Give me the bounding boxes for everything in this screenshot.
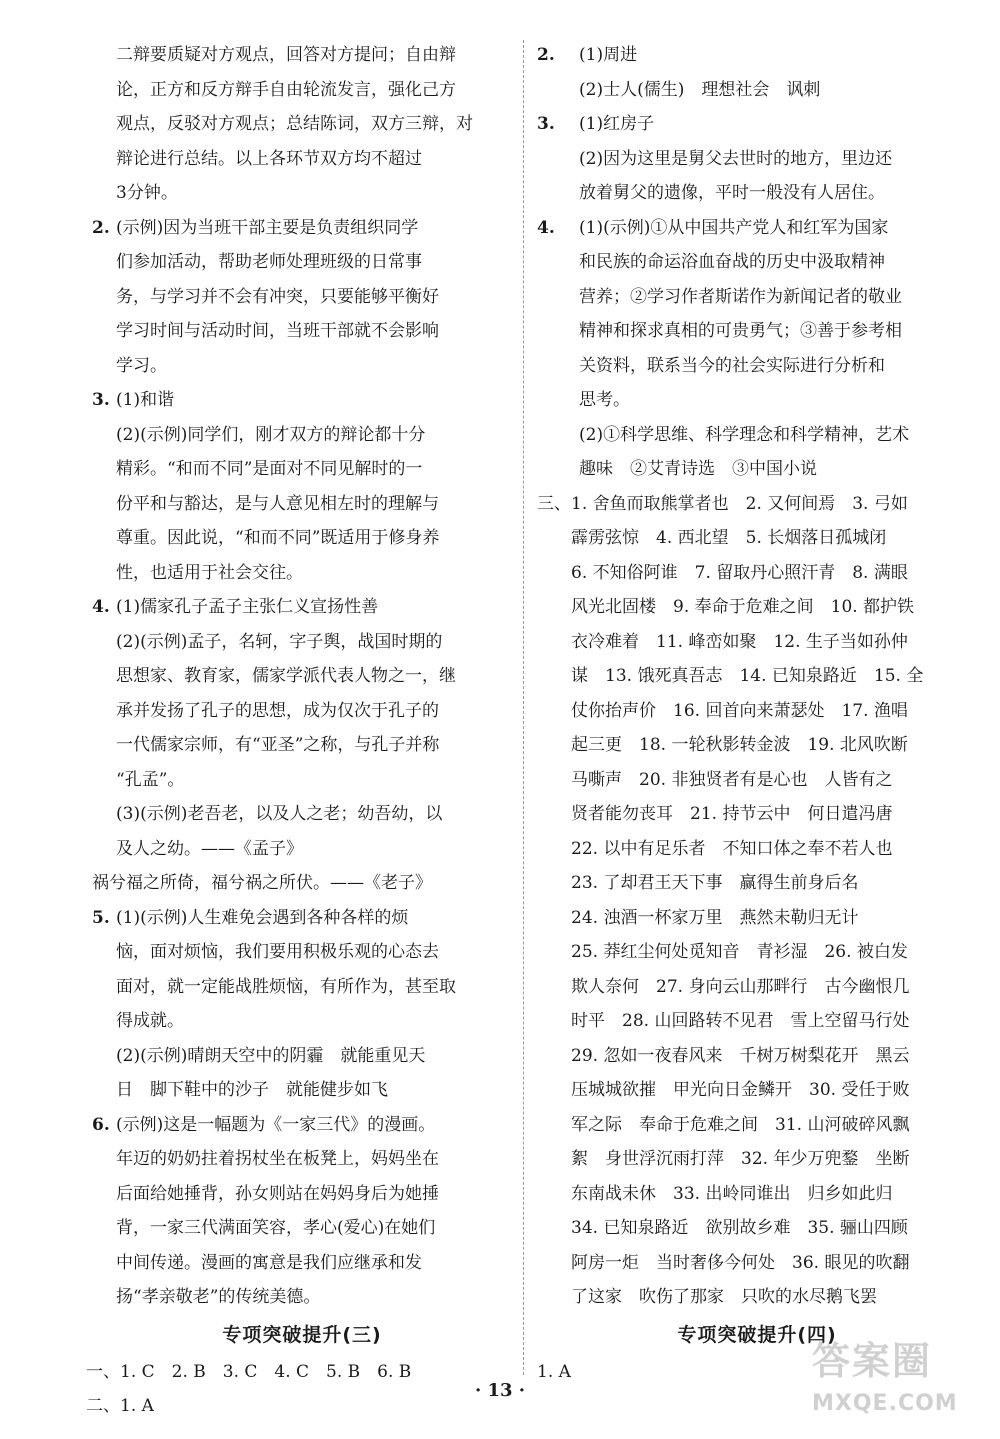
text-line: 马嘶声 20. 非独贤者有是心也 人皆有之	[571, 769, 893, 790]
text-line: 仗你抬声价 16. 回首向来萧瑟处 17. 渔唱	[571, 700, 908, 721]
answer-item-4	[537, 211, 977, 487]
text-line: (1)(示例)人生难免会遇到各种各样的烦	[116, 907, 409, 928]
text-line: “孔孟”。	[116, 769, 185, 790]
answer-item-4	[92, 590, 512, 901]
section-heading-4: 专项突破提升(四)	[677, 1323, 837, 1346]
text-line: (2)(示例)同学们，刚才双方的辩论都十分	[116, 424, 426, 445]
left-continuation-block	[92, 38, 512, 211]
section-heading-3: 专项突破提升(三)	[222, 1323, 382, 1346]
answer-item-2	[537, 38, 977, 107]
text-line: 24. 浊酒一杯家万里 燕然未勒归无计	[571, 907, 859, 928]
text-line: 年迈的奶奶拄着拐杖坐在板凳上，妈妈坐在	[116, 1149, 439, 1169]
text-line: 衣冷难着 11. 峰峦如聚 12. 生子当如孙仲	[571, 631, 908, 652]
text-line: 恼，面对烦恼，我们要用积极乐观的心态去	[116, 942, 439, 962]
answer-item-5	[92, 901, 512, 1108]
text-line: 二、1. A	[86, 1396, 154, 1416]
text-line: 后面给她捶背，孙女则站在妈妈身后为她捶	[116, 1183, 439, 1204]
text-line: (2)①科学思维、科学理念和科学精神，艺术	[579, 424, 910, 445]
item-number: 2.	[537, 45, 555, 65]
text-line: 承并发扬了孔子的思想，成为仅次于孔子的	[116, 700, 439, 721]
text-line: 谋 13. 饿死真吾志 14. 已知泉路近 15. 全	[571, 666, 924, 686]
text-line: 压城城欲摧 甲光向日金鳞开 30. 受任于败	[571, 1080, 910, 1100]
watermark-text: 答案圈	[812, 1339, 933, 1383]
text-line: (2)(示例)孟子，名轲，字子舆，战国时期的	[116, 631, 443, 652]
text-line: 面对，就一定能战胜烦恼，有所作为，甚至取	[116, 976, 456, 997]
watermark-url: MXQE.COM	[812, 1391, 958, 1416]
text-line: 思考。	[579, 390, 630, 410]
section-number: 三、	[537, 493, 571, 514]
text-line: (1)儒家孔子孟子主张仁义宣扬性善	[116, 597, 379, 617]
text-line: (2)(示例)晴朗天空中的阴霾 就能重见天	[116, 1045, 426, 1066]
text-line: 1. 舍鱼而取熊掌者也 2. 又何间焉 3. 弓如	[571, 493, 908, 514]
answer-item-3	[537, 107, 977, 211]
text-line: 25. 莽红尘何处觅知音 青衫湿 26. 被白发	[571, 942, 908, 962]
text-line: 一代儒家宗师，有“亚圣”之称，与孔子并称	[116, 735, 440, 755]
right-column	[537, 38, 977, 1389]
item-number: 3.	[92, 390, 110, 410]
text-line: 扬“孝亲敬老”的传统美德。	[116, 1287, 321, 1307]
text-line: 及人之幼。——《孟子》	[116, 838, 303, 859]
text-line: 份平和与豁达，是与人意见相左时的理解与	[116, 493, 439, 514]
text-line: 精神和探求真相的可贵勇气；③善于参考相	[579, 321, 902, 341]
item-number: 6.	[92, 1114, 110, 1135]
text-line: 思想家、教育家，儒家学派代表人物之一，继	[116, 666, 456, 686]
text-line: 论，正方和反方辩手自由轮流发言，强化己方	[116, 79, 456, 100]
answer-item-6	[92, 1108, 512, 1315]
text-line: 贤者能勿丧耳 21. 持节云中 何日遣冯唐	[571, 804, 893, 824]
text-line: (2)因为这里是舅父去世时的地方，里边还	[579, 148, 893, 169]
text-line: 辩论进行总结。以上各环节双方均不超过	[116, 148, 422, 169]
text-line: 性，也适用于社会交往。	[116, 562, 303, 583]
text-line: 学习。	[116, 355, 167, 376]
text-line: (1)(示例)①从中国共产党人和红军为国家	[579, 217, 889, 238]
text-line: 29. 忽如一夜春风来 千树万树梨花开 黑云	[571, 1045, 910, 1066]
answer-item-3	[92, 383, 512, 590]
text-line: 们参加活动，帮助老师处理班级的日常事	[116, 252, 422, 272]
text-line: 1. A	[537, 1361, 571, 1382]
answer-item-2	[92, 211, 512, 384]
text-line: (示例)因为当班干部主要是负责组织同学	[116, 217, 419, 238]
text-line: (1)和谐	[116, 390, 175, 410]
text-line: 欺人奈何 27. 身向云山那畔行 古今幽恨几	[571, 976, 910, 997]
text-line: 和民族的命运浴血奋战的历史中汲取精神	[579, 252, 885, 272]
text-line: 日 脚下鞋中的沙子 就能健步如飞	[116, 1080, 388, 1100]
item-number: 5.	[92, 907, 110, 928]
text-line: 得成就。	[116, 1011, 184, 1031]
item-number: 4.	[537, 217, 555, 238]
text-line: 关资料，联系当今的社会实际进行分析和	[579, 355, 885, 376]
text-line: 23. 了却君王天下事 赢得生前身后名	[571, 873, 859, 893]
text-line: 时平 28. 山回路转不见君 雪上空留马行处	[571, 1011, 910, 1031]
text-line: (1)红房子	[579, 114, 655, 134]
text-line: 霹雳弦惊 4. 西北望 5. 长烟落日孤城闭	[571, 528, 887, 548]
text-line: 一、1. C 2. B 3. C 4. C 5. B 6. B	[86, 1361, 412, 1382]
text-line: 观点，反驳对方观点；总结陈词，双方三辩，对	[116, 114, 473, 134]
text-line: 22. 以中有足乐者 不知口体之奉不若人也	[571, 838, 893, 859]
text-line: 6. 不知俗阿谁 7. 留取丹心照汗青 8. 满眼	[571, 562, 908, 583]
text-line: 起三更 18. 一轮秋影转金波 19. 北风吹断	[571, 735, 908, 755]
text-line: 精彩。“和而不同”是面对不同见解时的一	[116, 459, 423, 479]
watermark-logo	[812, 1330, 992, 1430]
text-line: 学习时间与活动时间，当班干部就不会影响	[116, 321, 439, 341]
text-line: 3分钟。	[116, 183, 178, 203]
text-line: 背，一家三代满面笑容，孝心(爱心)在她们	[116, 1218, 436, 1238]
text-line: (1)周进	[579, 45, 638, 65]
page-number: · 13 ·	[474, 1380, 526, 1401]
text-line: 二辩要质疑对方观点，回答对方提问；自由辩	[116, 45, 456, 65]
text-line: 营养；②学习作者斯诺作为新闻记者的敬业	[579, 286, 902, 307]
text-line: 风光北固楼 9. 奉命于危难之间 10. 都护铁	[571, 597, 915, 617]
section-3-answers	[537, 487, 977, 1315]
text-line: 了这家 吹伤了那家 只吹的水尽鹅飞罢	[571, 1287, 877, 1307]
text-line: 中间传递。漫画的寓意是我们应继承和发	[116, 1252, 422, 1273]
text-line: 趣味 ②艾青诗选 ③中国小说	[579, 459, 817, 479]
text-line: 务，与学习并不会有冲突，只要能够平衡好	[116, 286, 439, 307]
text-line: 祸兮福之所倚，福兮祸之所伏。——《老子》	[92, 873, 432, 893]
text-line: 东南战未休 33. 出岭同谁出 归乡如此归	[571, 1183, 893, 1204]
text-line: 军之际 奉命于危难之间 31. 山河破碎风飘	[571, 1114, 910, 1135]
text-line: 放着舅父的遗像，平时一般没有人居住。	[579, 183, 885, 203]
text-line: 34. 已知泉路近 欲别故乡难 35. 骊山四顾	[571, 1218, 908, 1238]
text-line: 尊重。因此说，“和而不同”既适用于修身养	[116, 528, 440, 548]
text-line: (示例)这是一幅题为《一家三代》的漫画。	[116, 1114, 436, 1135]
left-column	[86, 38, 512, 1424]
item-number: 3.	[537, 114, 555, 134]
item-number: 4.	[92, 597, 110, 617]
text-line: (3)(示例)老吾老，以及人之老；幼吾幼，以	[116, 804, 443, 824]
text-line: (2)士人(儒生) 理想社会 讽刺	[579, 79, 821, 100]
text-line: 絮 身世浮沉雨打萍 32. 年少万兜鍪 坐断	[571, 1149, 910, 1169]
item-number: 2.	[92, 217, 110, 238]
column-divider	[523, 40, 524, 1375]
text-line: 阿房一炬 当时奢侈今何处 36. 眼见的吹翻	[571, 1252, 910, 1273]
